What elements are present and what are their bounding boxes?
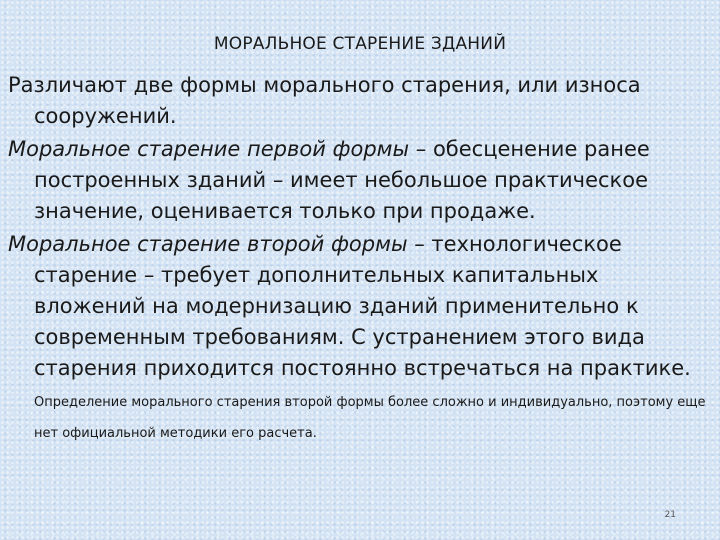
paragraph-intro: Различают две формы морального старения, или износа сооружений.	[8, 73, 641, 128]
second-form-description: – технологическое старение – требует дополнительных капитальных вложений на модернизацию зданий применительно к современным требованиям. С устранением этого вида старения приходится постоянно встречаться на практике.	[34, 232, 691, 380]
paragraph-first-form	[8, 134, 710, 227]
slide-body	[8, 70, 710, 448]
second-form-note: Определение морального старения второй формы более сложно и индивидуально, поэтому еще нет официальной методики его расчета.	[34, 395, 706, 441]
slide-title: МОРАЛЬНОЕ СТАРЕНИЕ ЗДАНИЙ	[213, 34, 507, 54]
page-number: 21	[664, 510, 676, 520]
first-form-description: – обесценение ранее построенных зданий – имеет небольшое практическое значение, оценивается только при продаже.	[34, 137, 650, 223]
second-form-term: Моральное старение второй формы	[8, 232, 408, 256]
first-form-term: Моральное старение первой формы	[8, 137, 410, 161]
paragraph-second-form	[8, 229, 710, 446]
